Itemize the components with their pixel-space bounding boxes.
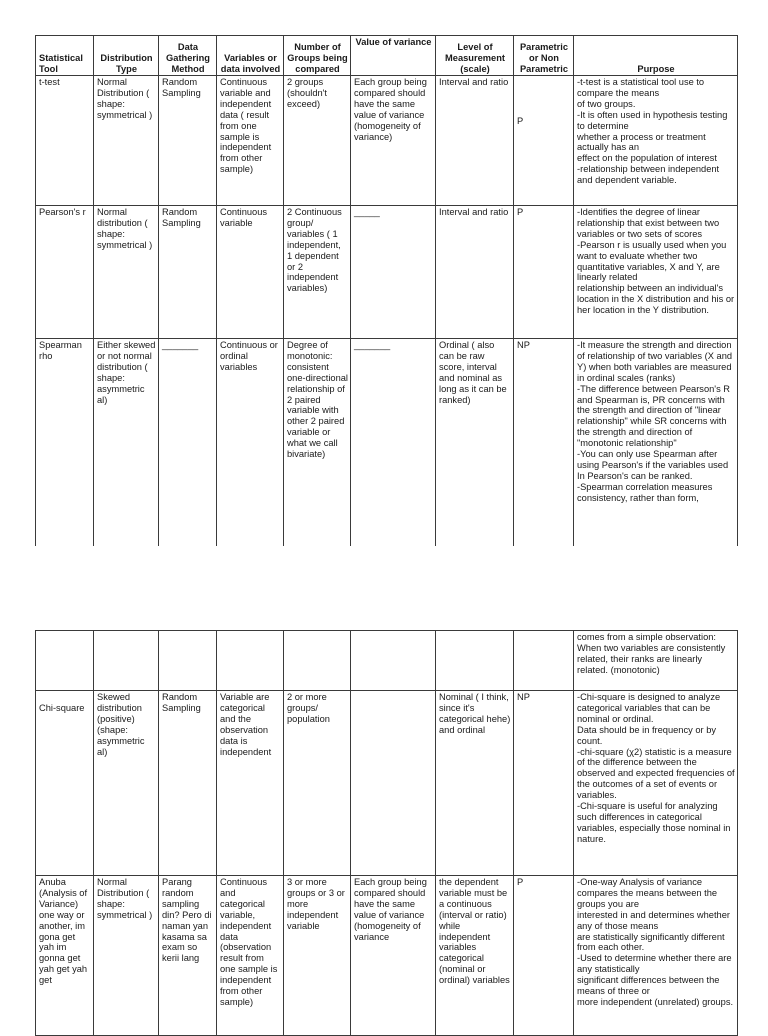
header-variables: Variables or data involved	[217, 36, 284, 76]
cell-variables: Continuous variable and independent data ( result from one sample is independent from other sample)	[217, 76, 284, 206]
cell-parametric: NP	[514, 339, 574, 547]
cell-distribution: Skewed distribution (positive) (shape: asymmetric al)	[94, 691, 159, 876]
cell-tool: t-test	[36, 76, 94, 206]
cell-variables: Continuous or ordinal variables	[217, 339, 284, 547]
header-data-gathering-method: Data Gathering Method	[159, 36, 217, 76]
page-gap	[0, 546, 768, 630]
cell-variables: Continuous variable	[217, 206, 284, 339]
table-row	[36, 876, 738, 1036]
statistics-table-page-1	[35, 35, 738, 547]
cell-purpose: -It measure the strength and direction of relationship of two variables (X and Y) when both variables are measured in ordinal scales (ranks) -The difference between Pearson's R and Spearman is, PR concerns with the strength and direction of "linear relationship" while SR concerns with the strength and direction of "monotonic relationship" -You can only use Spearman after using Pearson's if the variables used In Pearson's can be ranked. -Spearman correlation measures consistency, rather than form,	[574, 339, 738, 547]
table-row	[36, 691, 738, 876]
cell-parametric: P	[514, 206, 574, 339]
cell-variance: Each group being compared should have the same value of variance (homogeneity of variance)	[351, 76, 436, 206]
cell-tool	[36, 631, 94, 691]
cell-distribution: Normal Distribution ( shape: symmetrical )	[94, 76, 159, 206]
header-parametric: Parametric or Non Parametric	[514, 36, 574, 76]
cell-method: _______	[159, 339, 217, 547]
cell-tool: Spearman rho	[36, 339, 94, 547]
cell-groups: 2 groups (shouldn't exceed)	[284, 76, 351, 206]
cell-variance: Each group being compared should have the same value of variance (homogeneity of variance	[351, 876, 436, 1036]
table-row	[36, 339, 738, 547]
cell-method: Random Sampling	[159, 691, 217, 876]
cell-variance: _______	[351, 339, 436, 547]
cell-distribution	[94, 631, 159, 691]
cell-variables: Continuous and categorical variable, independent data (observation result from one sample is independent from other sample)	[217, 876, 284, 1036]
cell-purpose: -t-test is a statistical tool use to compare the means of two groups. -It is often used in hypothesis testing to determine whether a process or treatment actually has an effect on the population of interest -relationship between independent and dependent variable.	[574, 76, 738, 206]
cell-level: Interval and ratio	[436, 76, 514, 206]
cell-purpose: -One-way Analysis of variance compares the means between the groups you are interested in and determines whether any of those means are statistically significantly different from each other. -Used to determine whether there are any statistically significant differences between the means of three or more independent (unrelated) groups.	[574, 876, 738, 1036]
cell-tool: Chi-square	[36, 691, 94, 876]
header-distribution-type: Distribution Type	[94, 36, 159, 76]
header-value-of-variance: Value of variance	[351, 36, 436, 76]
statistics-table-page-2	[35, 630, 738, 1036]
cell-method: Parang random sampling din? Pero di naman yan kasama sa exam so kerii lang	[159, 876, 217, 1036]
cell-distribution: Normal Distribution ( shape: symmetrical )	[94, 876, 159, 1036]
cell-method: Random Sampling	[159, 76, 217, 206]
cell-tool: Pearson's r	[36, 206, 94, 339]
cell-tool: Anuba (Analysis of Variance) one way or another, im gona get yah im gonna get yah get yah get	[36, 876, 94, 1036]
cell-variables	[217, 631, 284, 691]
cell-parametric: P	[514, 876, 574, 1036]
cell-groups: 2 or more groups/ population	[284, 691, 351, 876]
cell-variance: _____	[351, 206, 436, 339]
cell-level	[436, 631, 514, 691]
cell-parametric: P	[514, 76, 574, 206]
cell-level: Interval and ratio	[436, 206, 514, 339]
table-row	[36, 206, 738, 339]
cell-groups	[284, 631, 351, 691]
header-level-of-measurement: Level of Measurement (scale)	[436, 36, 514, 76]
table-row	[36, 631, 738, 691]
cell-variance	[351, 691, 436, 876]
header-purpose: Purpose	[574, 36, 738, 76]
header-statistical-tool: Statistical Tool	[36, 36, 94, 76]
table-row	[36, 76, 738, 206]
header-number-of-groups: Number of Groups being compared	[284, 36, 351, 76]
cell-groups: 3 or more groups or 3 or more independent variable	[284, 876, 351, 1036]
cell-distribution: Normal distribution ( shape: symmetrical )	[94, 206, 159, 339]
cell-method: Random Sampling	[159, 206, 217, 339]
cell-purpose: comes from a simple observation: When two variables are consistently related, their ranks are linearly related. (monotonic)	[574, 631, 738, 691]
cell-variance	[351, 631, 436, 691]
cell-groups: 2 Continuous group/ variables ( 1 independent, 1 dependent or 2 independent variables)	[284, 206, 351, 339]
cell-purpose: -Identifies the degree of linear relationship that exist between two variables or two sets of scores -Pearson r is usually used when you want to evaluate whether two quantitative variables, X and Y, are linearly related relationship between an individual's location in the X distribution and his or her location in the Y distribution.	[574, 206, 738, 339]
cell-parametric: NP	[514, 691, 574, 876]
cell-distribution: Either skewed or not normal distribution ( shape: asymmetric al)	[94, 339, 159, 547]
cell-variables: Variable are categorical and the observation data is independent	[217, 691, 284, 876]
header-row	[36, 36, 738, 76]
cell-level: the dependent variable must be a continuous (interval or ratio) while independent variables categorical (nominal or ordinal) variables	[436, 876, 514, 1036]
cell-method	[159, 631, 217, 691]
cell-groups: Degree of monotonic: consistent one-directional relationship of 2 paired variable with other 2 paired variable or what we call bivariate)	[284, 339, 351, 547]
cell-parametric	[514, 631, 574, 691]
cell-purpose: -Chi-square is designed to analyze categorical variables that can be nominal or ordinal. Data should be in frequency or by count. -chi-square (χ2) statistic is a measure of the difference between the observed and expected frequencies of the outcomes of a set of events or variables. -Chi-square is useful for analyzing such differences in categorical variables, especially those nominal in nature.	[574, 691, 738, 876]
cell-level: Ordinal ( also can be raw score, interval and nominal as long as it can be ranked)	[436, 339, 514, 547]
cell-level: Nominal ( I think, since it's categorical hehe) and ordinal	[436, 691, 514, 876]
